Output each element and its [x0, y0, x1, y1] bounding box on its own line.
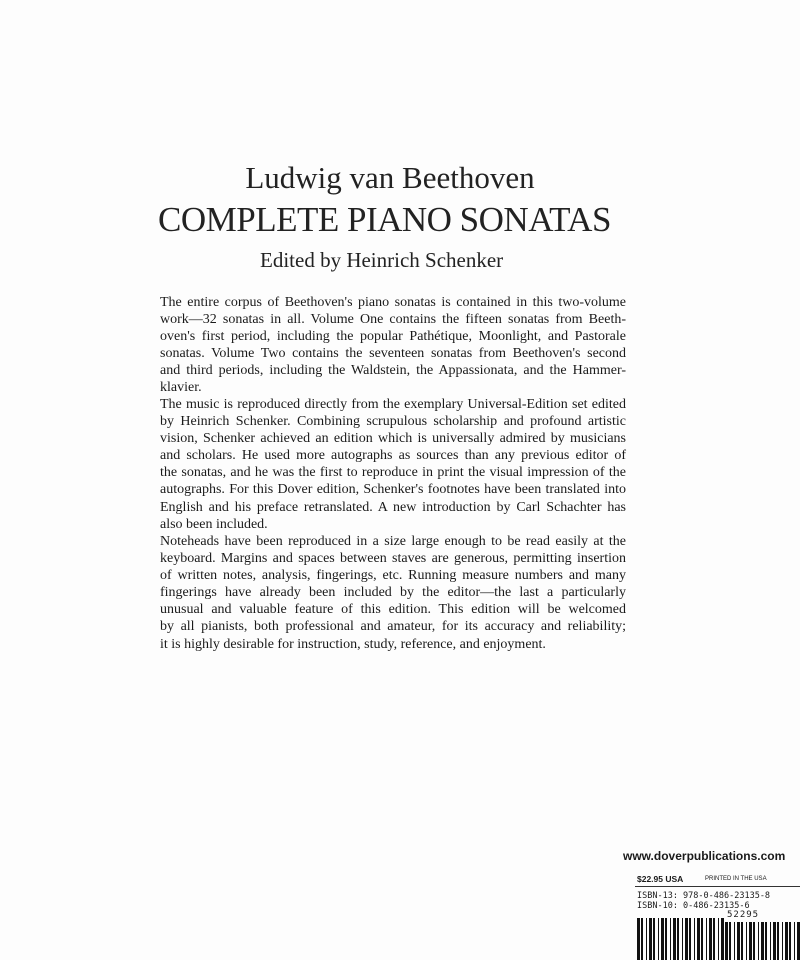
paragraph-line: work—32 sonatas in all. Volume One contains the fifteen sonatas from Beeth- [160, 312, 626, 328]
barcode-bar [653, 918, 655, 960]
paragraph-line: by Heinrich Schenker. Combining scrupulous scholarship and profound artistic [160, 414, 626, 430]
barcode-bar [649, 918, 652, 960]
paragraph-line: of written notes, analysis, fingerings, etc. Running measure numbers and many [160, 568, 626, 584]
barcode-bar [765, 922, 767, 960]
barcode-bar [670, 918, 671, 960]
barcode-isbn [637, 918, 722, 960]
barcode-bar [665, 918, 667, 960]
barcode-bar [685, 918, 688, 960]
paragraph-line: and scholars. He used more autographs as sources than any previous editor of [160, 448, 626, 464]
barcode-bar [753, 922, 755, 960]
barcode-bar [673, 918, 676, 960]
barcode-bar [785, 922, 788, 960]
barcode-bar [737, 922, 740, 960]
barcode-price [725, 922, 800, 960]
barcode-bar [661, 918, 664, 960]
paragraph-line: The music is reproduced directly from the exemplary Universal-Edition set edited [160, 397, 626, 412]
paragraph-line: English and his preface retranslated. A new introduction by Carl Schachter has [160, 499, 626, 515]
barcode-bar [689, 918, 691, 960]
barcode-bar [782, 922, 783, 960]
barcode-bar [777, 922, 779, 960]
description-paragraph-1 [160, 294, 626, 397]
isbn-13: ISBN-13: 978-0-486-23135-8 [637, 891, 771, 901]
paragraph-line: and third periods, including the Waldstein, the Appassionata, and the Hammer- [160, 363, 626, 379]
barcode-bar [637, 918, 640, 960]
paragraph-line: unusual and valuable feature of this edition. This edition will be welcomed [160, 602, 626, 618]
price-code: 52295 [727, 910, 760, 920]
paragraph-line: also been included. [160, 516, 268, 532]
paragraph-line: klavier. [160, 380, 202, 396]
paragraph-line: The entire corpus of Beethoven's piano sonatas is contained in this two-volume [160, 295, 626, 310]
barcode-bar [734, 922, 735, 960]
publisher-url: www.doverpublications.com [623, 849, 786, 863]
barcode-bar [789, 922, 791, 960]
paragraph-line: sonatas. Volume Two contains the seventeen sonatas from Beethoven's second [160, 346, 626, 362]
paragraph-line: Noteheads have been reproduced in a size large enough to be read easily at the [160, 534, 626, 549]
barcode-bar [721, 918, 724, 960]
barcode-bar [770, 922, 771, 960]
barcode-bar [749, 922, 752, 960]
paragraph-line: oven's first period, including the popular Pathétique, Moonlight, and Pastorale [160, 329, 626, 345]
paragraph-line: fingerings have already been included by the editor—the last a particularly [160, 585, 626, 601]
barcode-bar [641, 918, 643, 960]
barcode-bar [746, 922, 747, 960]
author-name: Ludwig van Beethoven [245, 160, 535, 195]
price: $22.95 USA [637, 874, 684, 884]
barcode-bar [694, 918, 695, 960]
barcode-bar [741, 922, 743, 960]
barcode-bar [713, 918, 715, 960]
paragraph-line: it is highly desirable for instruction, study, reference, and enjoyment. [160, 636, 546, 652]
barcode-bar [646, 918, 647, 960]
barcode-bar [682, 918, 683, 960]
barcode-bar [758, 922, 759, 960]
divider [635, 886, 800, 887]
paragraph-line: the sonatas, and he was the first to reproduce in print the visual impression of the [160, 465, 626, 481]
paragraph-line: by all pianists, both professional and amateur, for its accuracy and reliability; [160, 619, 626, 635]
paragraph-line: autographs. For this Dover edition, Schenker's footnotes have been translated into [160, 482, 626, 498]
barcode-bar [709, 918, 712, 960]
editor-credit: Edited by Heinrich Schenker [260, 248, 504, 272]
barcode-bar [761, 922, 764, 960]
barcode-bar [706, 918, 707, 960]
printed-in: PRINTED IN THE USA [705, 876, 767, 882]
barcode-bar [658, 918, 659, 960]
isbn-10: ISBN-10: 0-486-23135-6 [637, 901, 750, 911]
barcode-bar [725, 922, 728, 960]
barcode-bar [773, 922, 776, 960]
barcode-bar [677, 918, 679, 960]
barcode-bar [718, 918, 719, 960]
barcode-bar [697, 918, 700, 960]
paragraph-line: vision, Schenker achieved an edition which is universally admired by musicians [160, 431, 626, 447]
barcode-bar [794, 922, 795, 960]
barcode-bar [701, 918, 703, 960]
description-paragraph-3 [160, 533, 626, 653]
paragraph-line: keyboard. Margins and spaces between staves are generous, permitting insertion [160, 551, 626, 567]
barcode-bar [729, 922, 731, 960]
book-title: COMPLETE PIANO SONATAS [158, 200, 611, 239]
description-paragraph-2 [160, 396, 626, 533]
